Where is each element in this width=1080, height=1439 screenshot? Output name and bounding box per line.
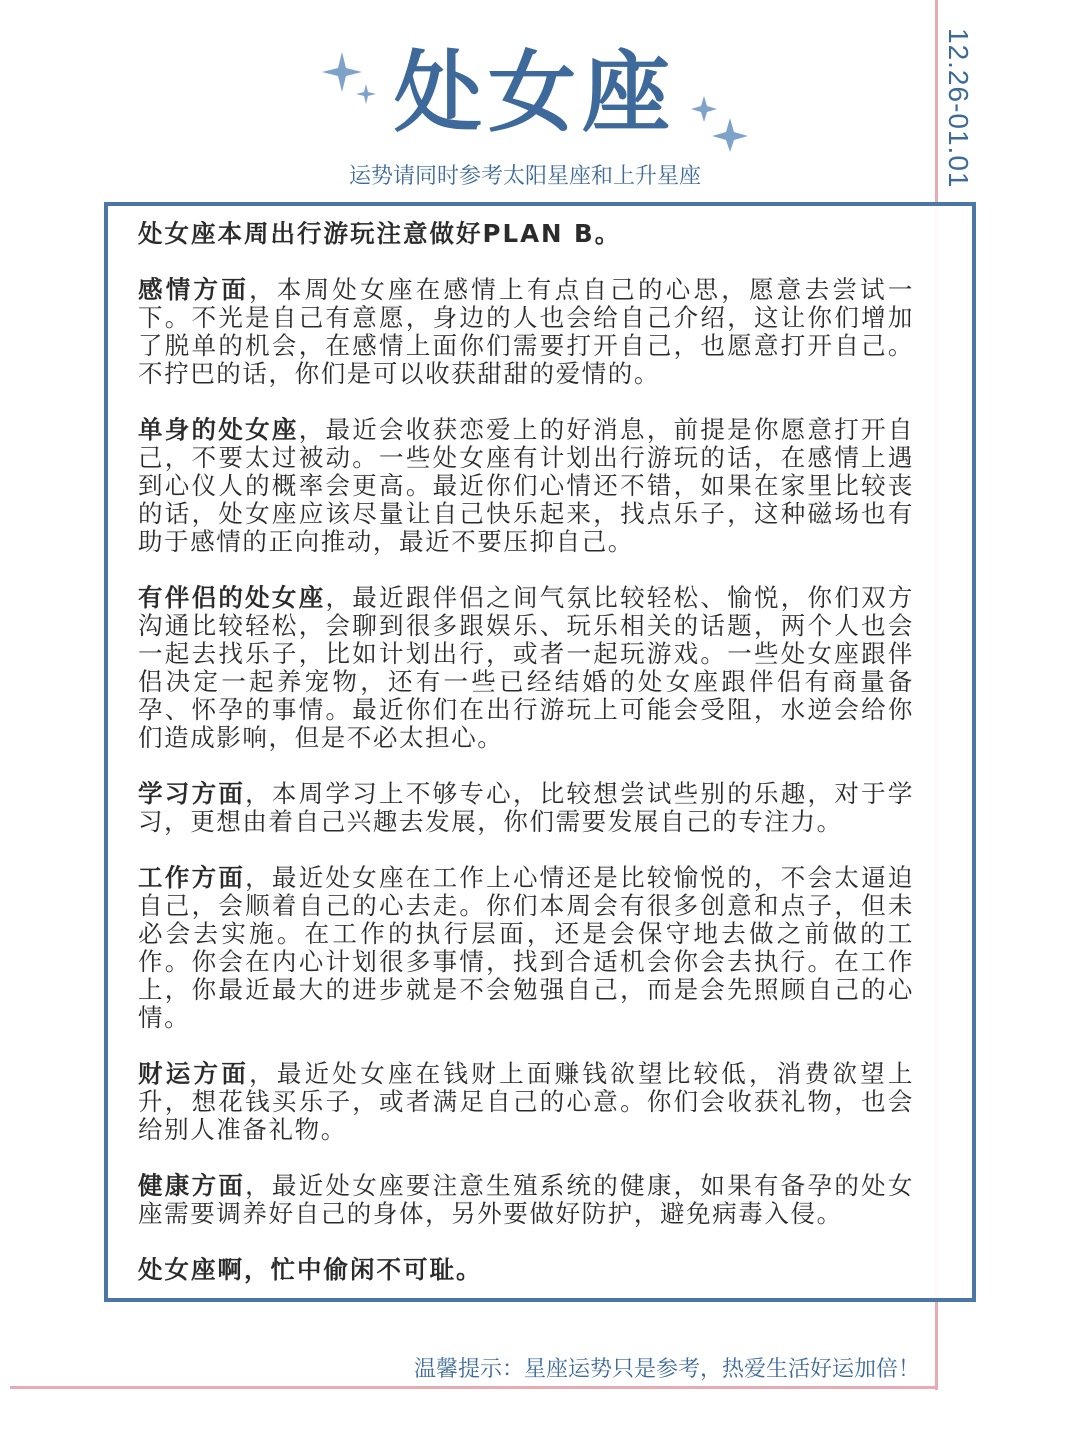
subtitle: 运势请同时参考太阳星座和上升星座 bbox=[348, 164, 701, 189]
sparkle-icon-right bbox=[690, 92, 750, 152]
section-text: ，最近处女座要注意生殖系统的健康，如果有备孕的处女座需要调养好自己的身体，另外要做好防护，避免病毒入侵。 bbox=[138, 1171, 915, 1228]
section-label: 感情方面 bbox=[138, 275, 250, 304]
footer-tip: 温馨提示：星座运势只是参考，热爱生活好运加倍！ bbox=[413, 1357, 920, 1382]
content-box bbox=[104, 202, 976, 1302]
section-text: ，最近处女座在钱财上面赚钱欲望比较低，消费欲望上升，想花钱买乐子，或者满足自己的心意。你们会收获礼物，也会给别人准备礼物。 bbox=[138, 1059, 914, 1144]
section-label: 学习方面 bbox=[138, 779, 246, 808]
section-text: ，最近跟伴侣之间气氛比较轻松、愉悦，你们双方沟通比较轻松，会聊到很多跟娱乐、玩乐相关的话题，两个人也会一起去找乐子，比如计划出行，或者一起玩游戏。一些处女座跟伴侣决定一起养宠物，还有一些已经结婚的处女座跟伴侣有商量备孕、怀孕的事情。最近你们在出行游玩上可能会受阻，水逆会给你们造成影响，但是不必太担心。 bbox=[138, 583, 915, 752]
closing-line: 处女座啊，忙中偷闲不可耻。 bbox=[138, 1255, 483, 1284]
pink-horizontal-line bbox=[10, 1386, 938, 1389]
section-label: 有伴侣的处女座 bbox=[138, 583, 326, 612]
section-love bbox=[138, 276, 914, 388]
section-study bbox=[138, 780, 914, 836]
section-label: 健康方面 bbox=[138, 1171, 246, 1200]
content-body bbox=[138, 220, 914, 1312]
page-title: 处女座 bbox=[393, 41, 676, 144]
section-partnered bbox=[138, 584, 914, 752]
section-single bbox=[138, 416, 914, 556]
section-label: 财运方面 bbox=[138, 1059, 250, 1088]
section-wealth bbox=[138, 1060, 914, 1144]
section-text: ，本周学习上不够专心，比较想尝试些别的乐趣，对于学习，更想由着自己兴趣去发展，你们需要发展自己的专注力。 bbox=[138, 779, 915, 836]
section-label: 工作方面 bbox=[138, 863, 246, 892]
lead-line: 处女座本周出行游玩注意做好PLAN B。 bbox=[138, 219, 622, 248]
date-range: 12.26-01.01 bbox=[943, 28, 974, 189]
section-text: ，最近处女座在工作上心情还是比较愉悦的，不会太逼迫自己，会顺着自己的心去走。你们本周会有很多创意和点子，但未必会去实施。在工作的执行层面，还是会保守地去做之前做的工作。你会在内心计划很多事情，找到合适机会你会去执行。在工作上，你最近最大的进步就是不会勉强自己，而是会先照顾自己的心情。 bbox=[138, 863, 915, 1032]
section-health bbox=[138, 1172, 914, 1228]
section-text: ，本周处女座在感情上有点自己的心思，愿意去尝试一下。不光是自己有意愿，身边的人也会给自己介绍，这让你们增加了脱单的机会，在感情上面你们需要打开自己，也愿意打开自己。不拧巴的话，你们是可以收获甜甜的爱情的。 bbox=[138, 275, 914, 388]
section-work bbox=[138, 864, 914, 1032]
section-text: ，最近会收获恋爱上的好消息，前提是你愿意打开自己，不要太过被动。一些处女座有计划出行游玩的话，在感情上遇到心仪人的概率会更高。最近你们心情还不错，如果在家里比较丧的话，处女座应该尽量让自己快乐起来，找点乐子，这种磁场也有助于感情的正向推动，最近不要压抑自己。 bbox=[138, 415, 914, 556]
section-label: 单身的处女座 bbox=[138, 415, 299, 444]
